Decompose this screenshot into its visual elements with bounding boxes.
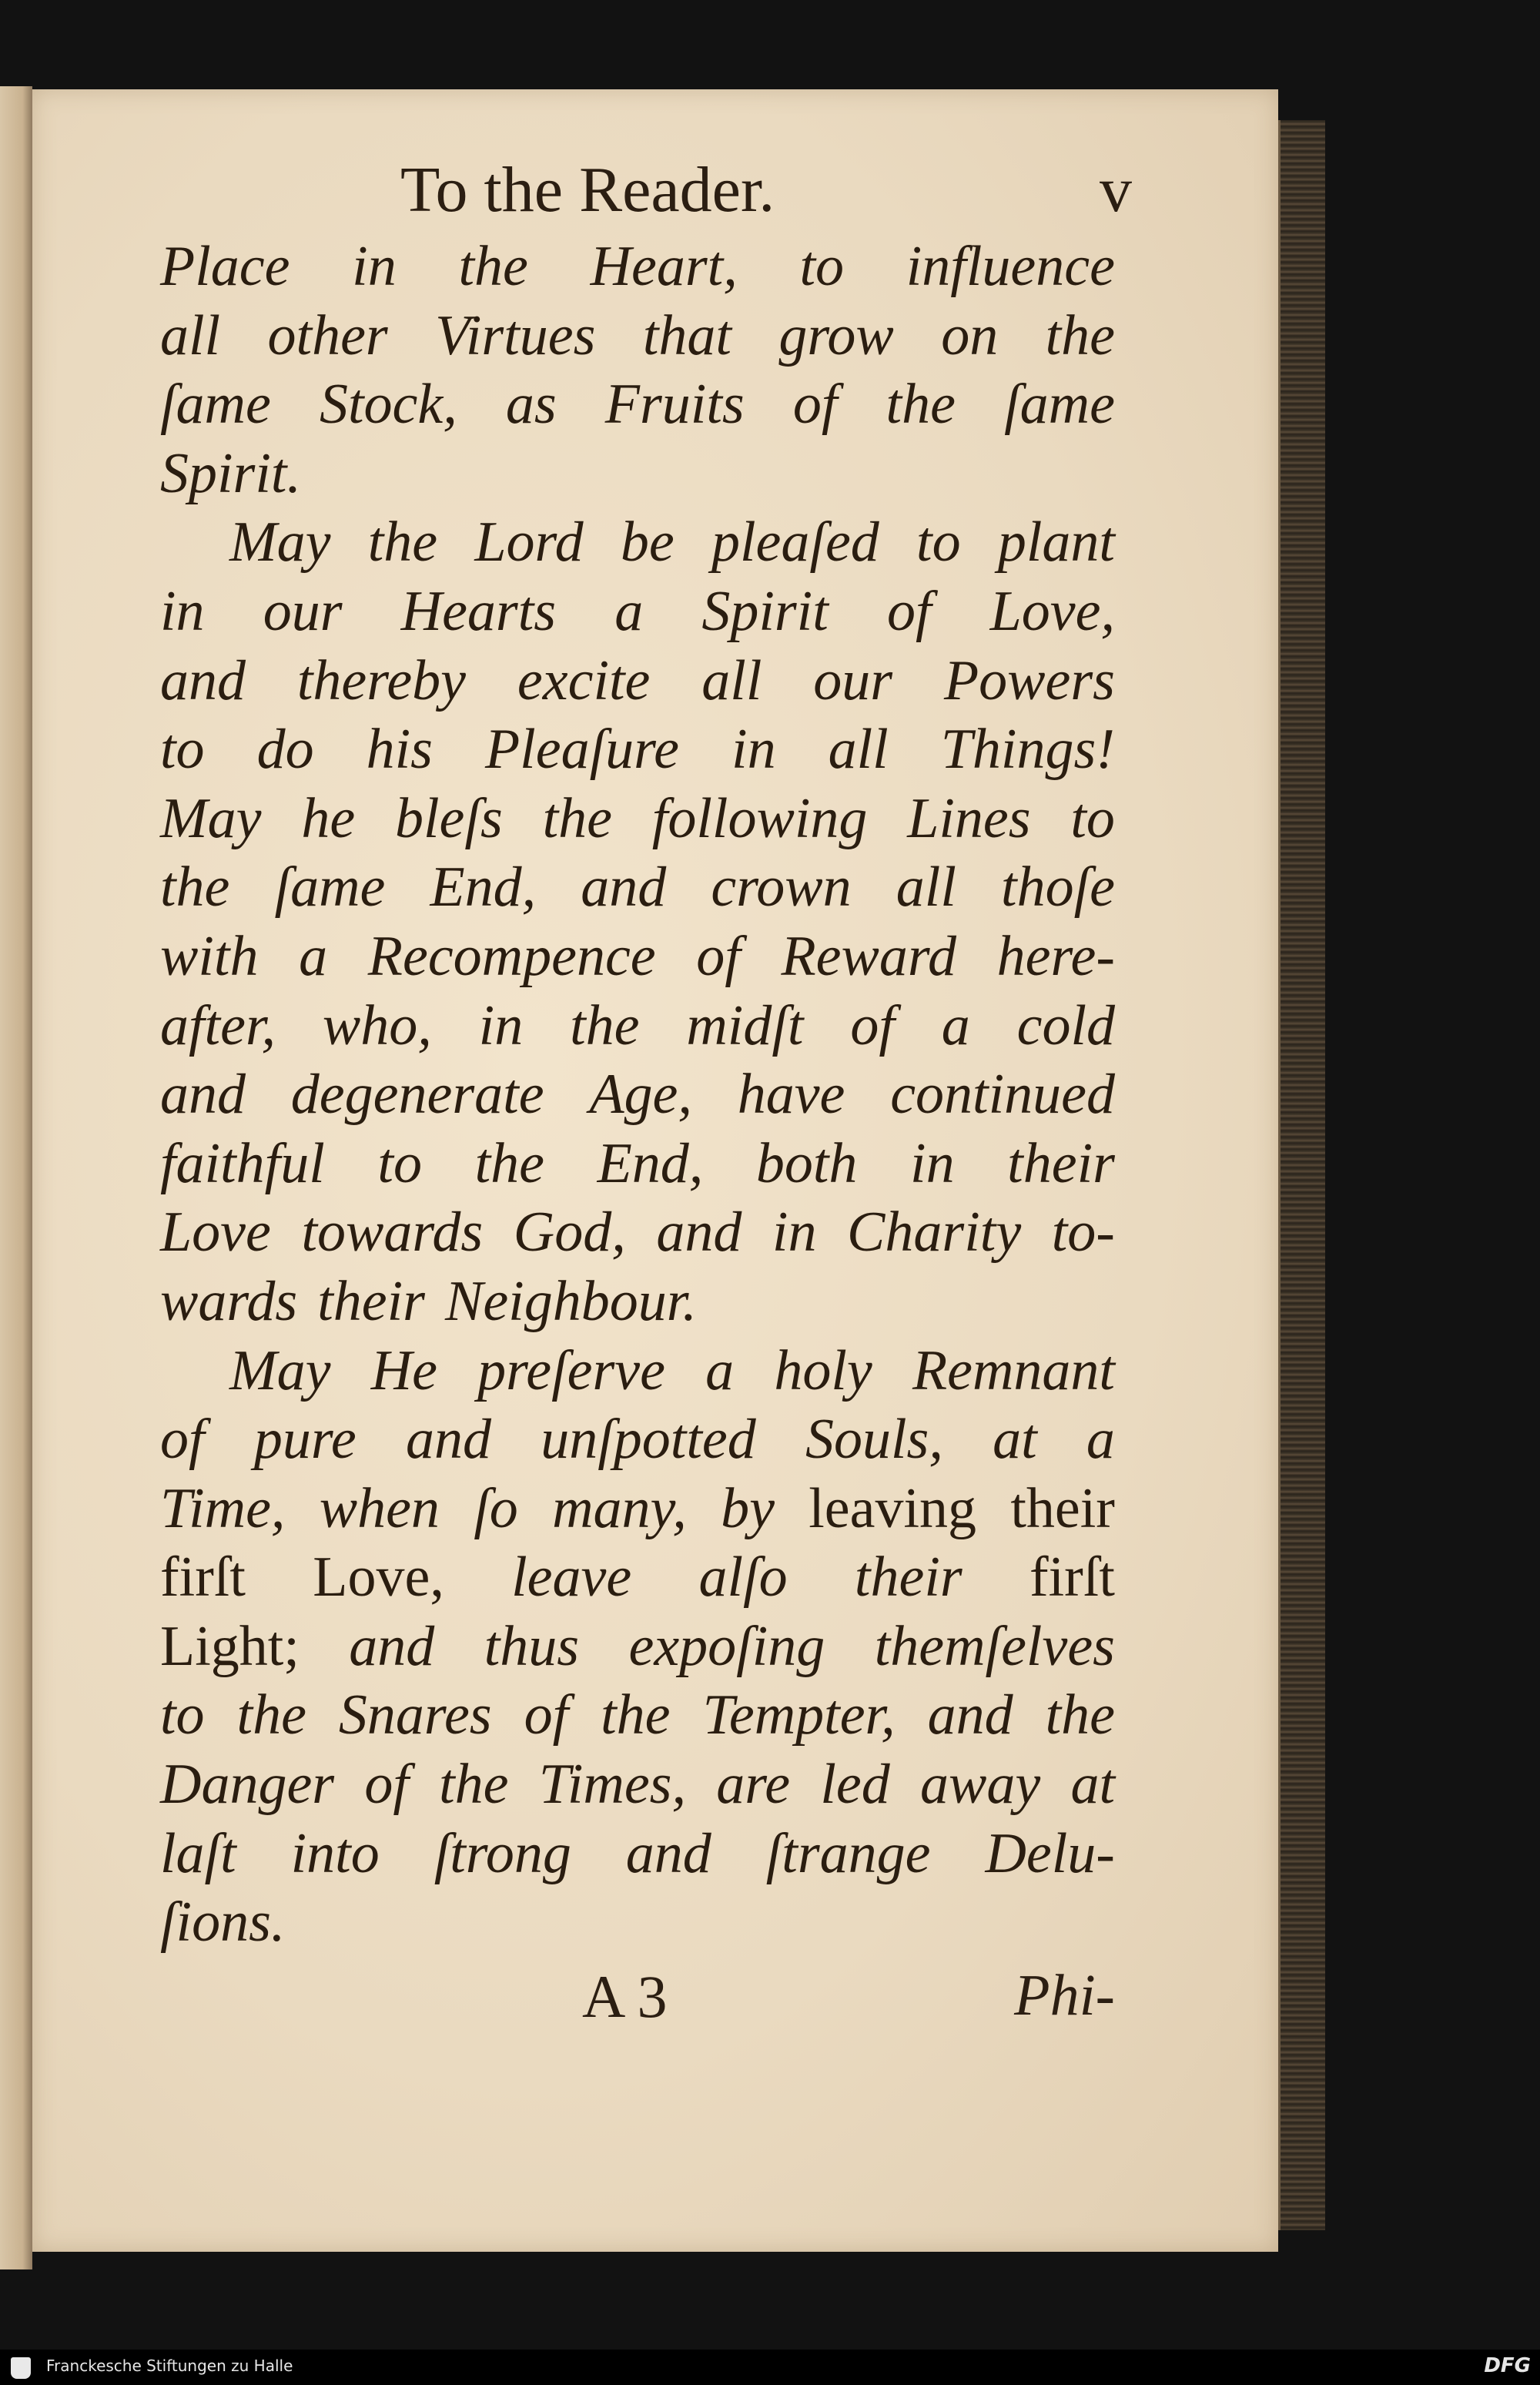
text-line: of pure and unſpotted Souls, at a: [160, 1408, 1115, 1472]
text-line: Spirit.: [160, 441, 301, 505]
page-number: v: [1100, 154, 1132, 226]
text-line: in our Hearts a Spirit of Love,: [160, 579, 1115, 643]
book-fore-edge: [1278, 120, 1325, 2230]
page-footer: [160, 1962, 1115, 2039]
body-text: [160, 233, 1115, 1958]
text-line: Place in the Heart, to influence: [160, 235, 1115, 298]
text-line: firſt Love, leave alſo their firſt: [160, 1546, 1115, 1610]
text-line: May He preſerve a holy Remnant: [229, 1338, 1115, 1402]
running-title: To the Reader.: [400, 154, 775, 226]
institution-logo-icon: [11, 2357, 31, 2379]
text-line: faithful to the End, both in their: [160, 1131, 1115, 1195]
text-line: with a Recompence of Reward here-: [160, 924, 1115, 988]
signature-mark: A 3: [582, 1963, 668, 2030]
catchword: Phi-: [1014, 1963, 1115, 2028]
text-line: May he bleſs the following Lines to: [160, 786, 1115, 850]
text-line: Light; and thus expoſing themſelves: [160, 1614, 1115, 1678]
text-line: May the Lord be pleaſed to plant: [229, 511, 1115, 574]
text-line: Time, when ſo many, by leaving their: [160, 1476, 1115, 1540]
text-line: laſt into ſtrong and ſtrange Delu-: [160, 1821, 1115, 1885]
facing-page-edge: [0, 86, 32, 2269]
text-line: and degenerate Age, have continued: [160, 1063, 1115, 1127]
dfg-logo: DFG: [1484, 2354, 1531, 2377]
text-line: all other Virtues that grow on the: [160, 303, 1115, 367]
page-header: [162, 152, 1132, 229]
text-line: Danger of the Times, are led away at: [160, 1753, 1115, 1817]
text-line: to do his Pleaſure in all Things!: [160, 718, 1115, 782]
institution-name: Franckesche Stiftungen zu Halle: [46, 2357, 293, 2375]
text-line: and thereby excite all our Powers: [160, 648, 1115, 712]
text-line: wards their Neighbour.: [160, 1269, 697, 1333]
text-line: after, who, in the midſt of a cold: [160, 993, 1115, 1057]
text-line: ſame Stock, as Fruits of the ſame: [160, 373, 1115, 437]
viewer-footer-bar: [0, 2350, 1540, 2385]
text-line: ſions.: [160, 1891, 286, 1955]
text-line: the ſame End, and crown all thoſe: [160, 856, 1115, 919]
text-line: Love towards God, and in Charity to-: [160, 1201, 1115, 1265]
text-line: to the Snares of the Tempter, and the: [160, 1683, 1115, 1747]
